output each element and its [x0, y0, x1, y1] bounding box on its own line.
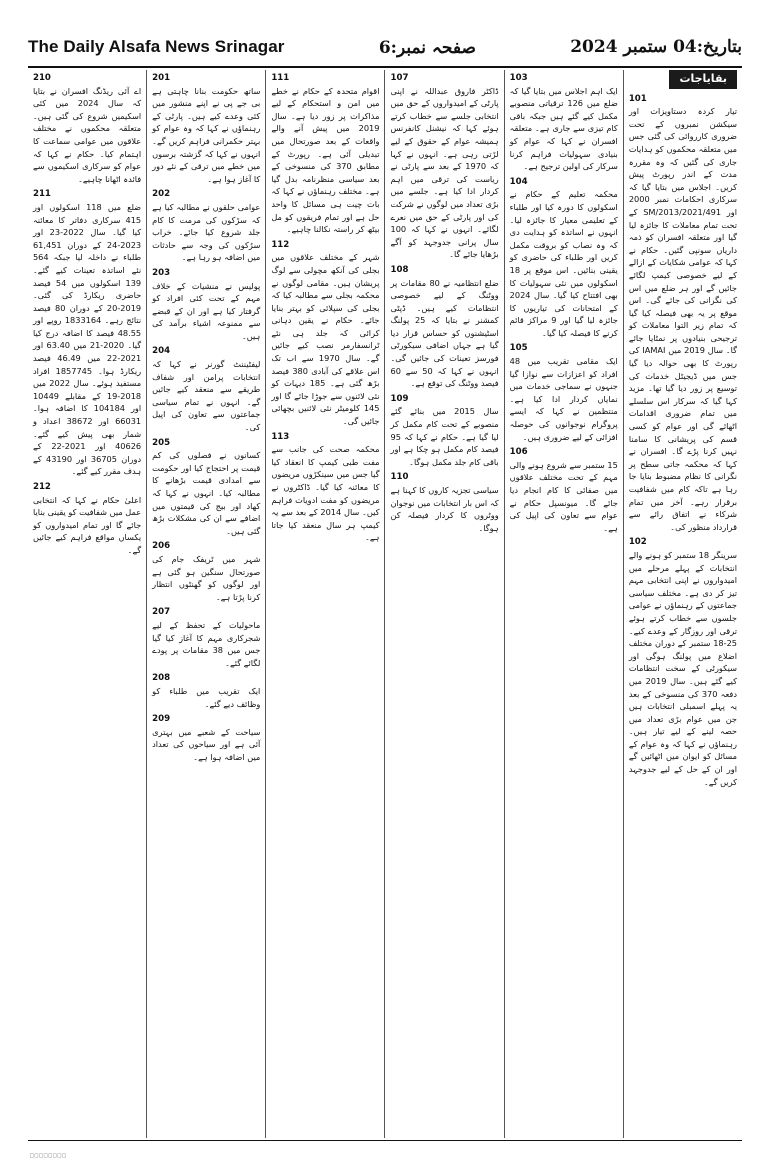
issue-date: بتاریخ:04 ستمبر 2024 [570, 37, 742, 57]
news-story [152, 672, 260, 710]
story-text: عوامی حلقوں نے مطالبہ کیا ہے کہ سڑکوں کی مرمت کا کام جلد شروع کیا جائے۔ خراب سڑکوں کی وجہ سے حادثات میں اضافہ ہو رہا ہے۔ [152, 201, 261, 263]
news-story [33, 72, 141, 185]
newspaper-name: The Daily Alsafa News Srinagar [28, 37, 285, 56]
story-number: 205 [152, 437, 171, 448]
story-text: تیار کردہ دستاویزات اور سیکشن نمبروں کے تحت ضروری کارروائی کی گئی جس میں متعلقہ محکموں کو ہدایات جاری کی گئیں کہ وہ مقررہ مدت کے اندر رپورٹ پیش کریں۔ اجلاس میں بتایا گیا کہ سرکاری احکامات نمبر 2000 اور 2021/491/SM/2013 کے تحت تمام معاملات کا جائزہ لیا گیا اور متعلقہ افسران کو ذمہ داریاں سونپی گئیں۔ حکام نے کہا کہ عوامی شکایات کے ازالے کے لیے خصوصی کیمپ لگائے جائیں گے اور ہر ضلع میں اس کی نگرانی کی جائے گی۔ اس موقع پر یہ بھی فیصلہ کیا گیا کہ تمام زیر التوا معاملات کو ترجیحی بنیادوں پر نمٹایا جائے گا۔ سال 2019 میں IAMAI کی رپورٹ کا بھی حوالہ دیا گیا جس میں ڈیجیٹل خدمات کی توسیع پر زور دیا گیا تھا۔ مزید کہا گیا کہ سرکار اس سلسلے میں تمام ضروری اقدامات اٹھائے گی اور عوام کو کسی قسم کی پریشانی کا سامنا نہیں کرنا پڑے گا۔ افسران نے کہا کہ محکمہ جاتی سطح پر نگرانی کا نظام مضبوط بنایا جا رہا ہے تاکہ کام میں شفافیت برقرار رہے۔ آخر میں تمام شرکاء نے اتفاق رائے سے قرارداد منظور کی۔ [628, 106, 738, 532]
news-story [271, 72, 379, 236]
story-number: 101 [628, 93, 647, 104]
news-story [390, 393, 498, 469]
masthead [28, 30, 742, 64]
news-story [271, 431, 379, 544]
header-rule [28, 66, 742, 68]
story-number: 113 [271, 431, 290, 442]
news-story [629, 93, 737, 534]
story-number: 201 [152, 73, 171, 83]
story-text: لیفٹیننٹ گورنر نے کہا کہ انتخابات پرامن اور شفاف طریقے سے منعقد کیے جائیں گے۔ انہوں نے تمام سیاسی جماعتوں سے تعاون کی اپیل کی۔ [152, 359, 261, 433]
story-text: ماحولیات کے تحفظ کے لیے شجرکاری مہم کا آغاز کیا گیا جس میں 38 مقامات پر پودے لگائے گئے۔ [152, 619, 261, 668]
story-number: 206 [152, 541, 171, 552]
story-number: 203 [152, 267, 171, 278]
story-text: ساتھ حکومت بنانا چاہتی ہے بی جے پی نے اپنے منشور میں کئی وعدے کیے ہیں۔ پارٹی کے رہنماؤں نے کہا کہ وہ عوام کو بہتر حکمرانی فراہم کریں گے۔ انہوں نے کہا کہ گزشتہ برسوں میں خطے میں ترقی کے نئے دور کا آغاز ہوا ہے۔ [152, 85, 261, 184]
footer-code: □□□□□□□□ [30, 1152, 67, 1159]
story-text: محکمہ تعلیم کے حکام نے اسکولوں کا دورہ کیا اور طلباء کے تعلیمی معیار کا جائزہ لیا۔ انہوں نے اساتذہ کو ہدایت دی کہ وہ نصاب کو بروقت مکمل کریں اور طلباء کی حاضری کو یقینی بنائیں۔ اس موقع پر 18 اسکولوں میں نئی سہولیات کا بھی افتتاح کیا گیا۔ سال 2024 کے امتحانات کی تیاریوں کا جائزہ لیا گیا اور 9 مراکز قائم کرنے کا فیصلہ کیا گیا۔ [509, 189, 618, 338]
news-story [510, 176, 618, 340]
text-column [28, 70, 146, 1138]
news-story [152, 713, 260, 763]
news-story [390, 72, 498, 261]
story-text: سال 2015 میں بنائے گئے منصوبے کے تحت کام مکمل کر لیا گیا ہے۔ حکام نے کہا کہ 95 فیصد کام مکمل ہو چکا ہے اور باقی کام جلد مکمل ہوگا۔ [390, 406, 499, 467]
story-number: 109 [390, 393, 409, 404]
news-story [152, 437, 260, 538]
news-story [510, 446, 618, 534]
story-number: 105 [509, 343, 528, 354]
story-number: 208 [152, 673, 171, 684]
news-story [629, 536, 737, 788]
story-number: 106 [509, 447, 528, 458]
story-text: محکمہ صحت کی جانب سے مفت طبی کیمپ کا انعقاد کیا گیا جس میں سینکڑوں مریضوں کا معائنہ کیا گیا۔ ڈاکٹروں نے مریضوں کو مفت ادویات فراہم کیں۔ سال 2014 کے بعد سے یہ کیمپ ہر سال منعقد کیا جاتا ہے۔ [271, 444, 380, 543]
story-number: 102 [628, 537, 647, 548]
story-number: 107 [390, 73, 409, 83]
story-text: اے آئی ریڈنگ افسران نے بتایا کہ سال 2024 میں کئی اسکیمیں شروع کی گئی ہیں۔ متعلقہ محکموں نے مختلف علاقوں میں عوامی سماعت کا اہتمام کیا۔ حکام نے کہا کہ عوام کو سرکاری اسکیموں سے فائدہ اٹھانا چاہیے۔ [32, 85, 142, 184]
story-text: ایک تقریب میں طلباء کو وظائف دیے گئے۔ [152, 685, 261, 709]
news-story [33, 188, 141, 478]
story-text: ایک مقامی تقریب میں 48 افراد کو اعزازات سے نوازا گیا جنہوں نے سماجی خدمات میں نمایاں کردار ادا کیا ہے۔ منتظمین نے کہا کہ ایسے پروگرام نوجوانوں کی حوصلہ افزائی کے لیے ضروری ہیں۔ [509, 356, 618, 442]
story-number: 212 [32, 482, 51, 492]
story-text: سرینگر 18 ستمبر کو ہونے والے انتخابات کے پہلے مرحلے میں امیدواروں نے اپنی انتخابی مہم تیز کر دی ہے۔ مختلف سیاسی جماعتوں کے رہنماؤں نے عوامی جلسوں سے خطاب کرتے ہوئے ترقی اور روزگار کے وعدے کیے۔ 25-18 ستمبر کے دوران مختلف اضلاع میں پولنگ ہوگی اور سیکورٹی کے سخت انتظامات کیے گئے ہیں۔ سال 2019 میں دفعہ 370 کی منسوخی کے بعد یہ پہلے اسمبلی انتخابات ہیں جن میں عوام بڑی تعداد میں حصہ لینے کے لیے تیار ہیں۔ رہنماؤں نے کہا کہ وہ عوام کے مسائل کو ایوان میں اٹھائیں گے اور ان کے حل کے لیے جدوجہد کریں گے۔ [628, 549, 737, 787]
story-number: 112 [271, 239, 290, 250]
section-badge: بقایاجات [669, 70, 737, 89]
story-text: اقوام متحدہ کے حکام نے خطے میں امن و استحکام کے لیے مذاکرات پر زور دیا ہے۔ سال 2019 میں پیش آنے والے واقعات کے بعد صورتحال میں تبدیلی آئی ہے۔ رپورٹ کے مطابق 370 کی منسوخی کے بعد سیاسی منظرنامہ بدل گیا ہے۔ مختلف رہنماؤں نے کہا کہ بات چیت ہی مسائل کا واحد حل ہے اور تمام فریقوں کو مل بیٹھ کر راستہ نکالنا چاہیے۔ [271, 85, 380, 235]
news-story [152, 606, 260, 669]
news-story [271, 239, 379, 428]
story-number: 207 [152, 607, 171, 618]
news-story [33, 481, 141, 557]
story-number: 204 [152, 346, 171, 357]
story-number: 210 [32, 73, 51, 83]
text-column [384, 70, 503, 1138]
news-story [152, 345, 260, 433]
news-story [510, 72, 618, 173]
news-story [390, 264, 498, 390]
section-badge-wrap [629, 70, 737, 89]
story-text: شہر کے مختلف علاقوں میں بجلی کی آنکھ مچولی سے لوگ پریشان ہیں۔ مقامی لوگوں نے محکمہ بجلی سے مطالبہ کیا کہ بجلی کی سپلائی کو بہتر بنایا جائے۔ حکام نے یقین دہانی کرائی کہ جلد ہی نئے ٹرانسفارمر نصب کیے جائیں گے۔ سال 1970 سے اب تک اس علاقے کی آبادی 380 فیصد بڑھ گئی ہے۔ 185 دیہات کو نئی لائنوں سے جوڑا جائے گا اور 145 کلومیٹر نئی لائنیں بچھائی جائیں گی۔ [271, 252, 380, 427]
story-text: ڈاکٹر فاروق عبداللہ نے اپنی پارٹی کے امیدواروں کے حق میں انتخابی جلسے سے خطاب کرتے ہوئے کہا کہ نیشنل کانفرنس ہمیشہ عوام کے حقوق کے لیے لڑتی رہی ہے۔ انہوں نے کہا کہ 1970 کے بعد سے پارٹی نے ریاست کی ترقی میں اہم کردار ادا کیا ہے۔ جلسے میں بڑی تعداد میں لوگوں نے شرکت کی اور پارٹی کے حق میں نعرے لگائے۔ انہوں نے کہا کہ 100 سال پرانی جدوجہد کو آگے بڑھایا جائے گا۔ [390, 85, 499, 260]
story-text: اعلیٰ حکام نے کہا کہ انتخابی عمل میں شفافیت کو یقینی بنایا جائے گا اور تمام امیدواروں کو یکساں مواقع فراہم کیے جائیں گے۔ [32, 494, 142, 555]
text-column [265, 70, 384, 1138]
news-story [152, 72, 260, 185]
story-number: 110 [390, 472, 409, 483]
story-text: 15 ستمبر سے شروع ہونے والی مہم کے تحت مختلف علاقوں میں صفائی کا کام انجام دیا جائے گا۔ میونسپل حکام نے عوام سے تعاون کی اپیل کی ہے۔ [509, 459, 618, 533]
news-story [152, 267, 260, 343]
story-text: سیاحت کے شعبے میں بہتری آئی ہے اور سیاحوں کی تعداد میں اضافہ ہوا ہے۔ [152, 726, 261, 762]
story-text: ضلع انتظامیہ نے 80 مقامات پر ووٹنگ کے لیے خصوصی انتظامات کیے ہیں۔ ڈپٹی کمشنر نے بتایا کہ 25 پولنگ اسٹیشنوں کو حساس قرار دیا گیا ہے جہاں اضافی سیکورٹی فورسز تعینات کی جائیں گی۔ انہوں نے کہا کہ 50 سے 60 فیصد ووٹنگ کی توقع ہے۔ [390, 277, 499, 389]
story-text: سیاسی تجزیہ کاروں کا کہنا ہے کہ اس بار انتخابات میں نوجوان ووٹروں کا کردار فیصلہ کن ہوگا۔ [390, 485, 499, 533]
footer-rule [28, 1140, 742, 1141]
story-number: 209 [152, 714, 171, 725]
story-text: پولیس نے منشیات کے خلاف مہم کے تحت کئی افراد کو گرفتار کیا ہے اور ان کے قبضے سے ممنوعہ اشیاء برآمد کی ہیں۔ [152, 280, 261, 341]
story-number: 202 [152, 189, 171, 200]
story-number: 211 [32, 189, 51, 200]
story-number: 108 [390, 264, 409, 275]
news-story [390, 471, 498, 534]
story-number: 111 [271, 73, 290, 83]
news-story [510, 342, 618, 443]
text-column [146, 70, 265, 1138]
story-text: کسانوں نے فصلوں کی کم قیمت پر احتجاج کیا اور حکومت سے امدادی قیمت بڑھانے کا مطالبہ کیا۔ انہوں نے کہا کہ کھاد اور بیج کی قیمتوں میں اضافے سے ان کی مشکلات بڑھ گئی ہیں۔ [152, 450, 261, 536]
story-number: 104 [509, 176, 528, 187]
text-column [504, 70, 623, 1138]
story-number: 103 [509, 73, 528, 83]
story-text: شہر میں ٹریفک جام کی صورتحال سنگین ہو گئی ہے اور لوگوں کو گھنٹوں انتظار کرنا پڑتا ہے۔ [152, 553, 261, 602]
news-story [152, 188, 260, 264]
page-number: صفحہ نمبر:6 [378, 37, 476, 58]
story-text: ایک اہم اجلاس میں بتایا گیا کہ ضلع میں 126 ترقیاتی منصوبے مکمل کیے گئے ہیں جبکہ باقی کام تیزی سے جاری ہے۔ متعلقہ افسران نے کہا کہ عوام کو بنیادی سہولیات فراہم کرنا سرکار کی اولین ترجیح ہے۔ [509, 85, 618, 172]
news-story [152, 540, 260, 603]
article-columns [28, 70, 742, 1138]
story-text: ضلع میں 118 اسکولوں اور 415 سرکاری دفاتر کا معائنہ کیا گیا۔ سال 2022-23 اور 2023-24 کے دوران 61,451 طلباء نے داخلہ لیا جبکہ 564 نئے اساتذہ تعینات کیے گئے۔ 139 اسکولوں میں 54 فیصد حاضری ریکارڈ کی گئی۔ 2019-20 کے دوران 80 فیصد نتائج رہے۔ 1833164 روپے اور 48.55 فیصد کا اضافہ درج کیا گیا۔ 2020-21 میں 63.40 اور 2021-22 میں 46.49 فیصد ریکارڈ ہوا۔ 1857745 افراد مستفید ہوئے۔ سال 2022 میں 2018-19 کے مقابلے 10449 اور 104184 کا اضافہ ہوا۔ 66031 اور 38672 اعداد و شمار بھی پیش کیے گئے۔ 40626 اور 2021-22 کے دوران 36705 اور 43190 کے ہدف مقرر کیے گئے۔ [32, 201, 142, 477]
text-column [623, 70, 742, 1138]
